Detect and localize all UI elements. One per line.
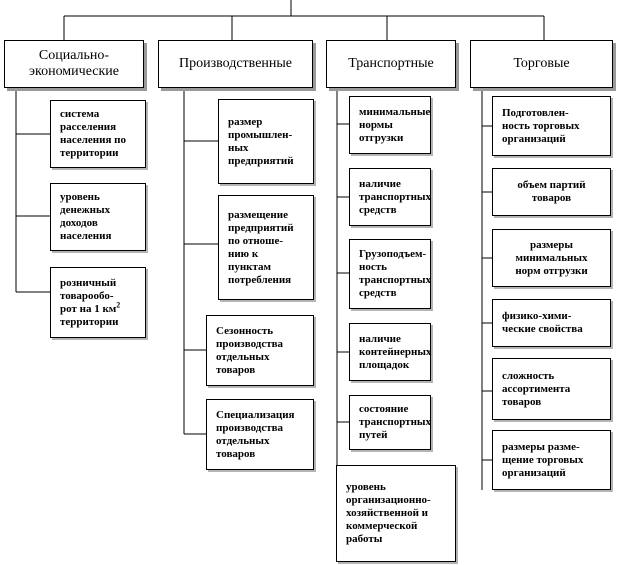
factor-text: размеры разме- щение торговых организаций	[502, 440, 584, 479]
factor-box	[492, 229, 611, 287]
factor-box	[492, 96, 611, 156]
factor-text: Грузоподъем- ность транспортных средств	[359, 248, 432, 299]
factor-text: система расселения населения по территории	[60, 108, 127, 159]
factor-text: сложность ассортимента товаров	[502, 369, 571, 408]
factor-text: минимальные нормы отгрузки	[359, 105, 431, 144]
category-transport-label: Транспортные	[348, 56, 434, 71]
factor-text: наличие контейнерных площадок	[359, 332, 432, 371]
factor-box	[206, 315, 314, 386]
factor-box	[492, 299, 611, 347]
factor-text: Подготовлен- ность торговых организаций	[502, 106, 580, 145]
factor-box	[349, 96, 431, 154]
factor-box	[50, 183, 146, 251]
factor-text: Сезонность производства отдельных товаров	[216, 324, 284, 376]
factor-box	[492, 430, 611, 490]
factor-text: состояние транспортных путей	[359, 403, 432, 441]
category-production-label: Производственные	[178, 56, 293, 71]
factor-box	[349, 168, 431, 226]
factor-text: территории	[60, 315, 119, 328]
category-social-economic-label: Социально- экономические	[28, 48, 119, 79]
factor-text: объем партий товаров	[517, 179, 586, 204]
factor-box	[50, 100, 146, 168]
factor-box	[218, 99, 314, 184]
factor-box	[50, 267, 146, 338]
category-production	[158, 40, 313, 88]
factor-box	[349, 323, 431, 381]
factor-box	[492, 168, 611, 216]
factor-text: размещение предприятий по отноше- нию к пунктам потребления	[228, 208, 294, 286]
factor-text: размеры минимальных норм отгрузки	[515, 238, 588, 277]
factor-box	[349, 239, 431, 309]
factor-text: наличие транспортных средств	[359, 177, 432, 216]
factor-box	[218, 195, 314, 300]
factor-text: уровень организационно- хозяйственной и коммерческой работы	[346, 481, 431, 545]
factor-box	[336, 465, 456, 562]
factor-box	[206, 399, 314, 470]
superscript-two: 2	[116, 299, 121, 309]
category-trade-label: Торговые	[513, 56, 570, 71]
category-social-economic	[4, 40, 144, 88]
category-transport	[326, 40, 456, 88]
factor-text: Специализация производства отдельных товаров	[216, 408, 295, 460]
factor-text: уровень денежных доходов населения	[60, 191, 112, 242]
factor-box	[349, 395, 431, 450]
factor-text-group	[60, 277, 120, 329]
factor-text: физико-хими- ческие свойства	[502, 310, 583, 335]
category-trade	[470, 40, 613, 88]
factor-box	[492, 358, 611, 420]
factor-text-main: розничный товарообо- рот на 1 км	[60, 276, 117, 315]
factor-text: размер промышлен- ных предприятий	[228, 115, 294, 167]
factor-text	[60, 277, 120, 316]
